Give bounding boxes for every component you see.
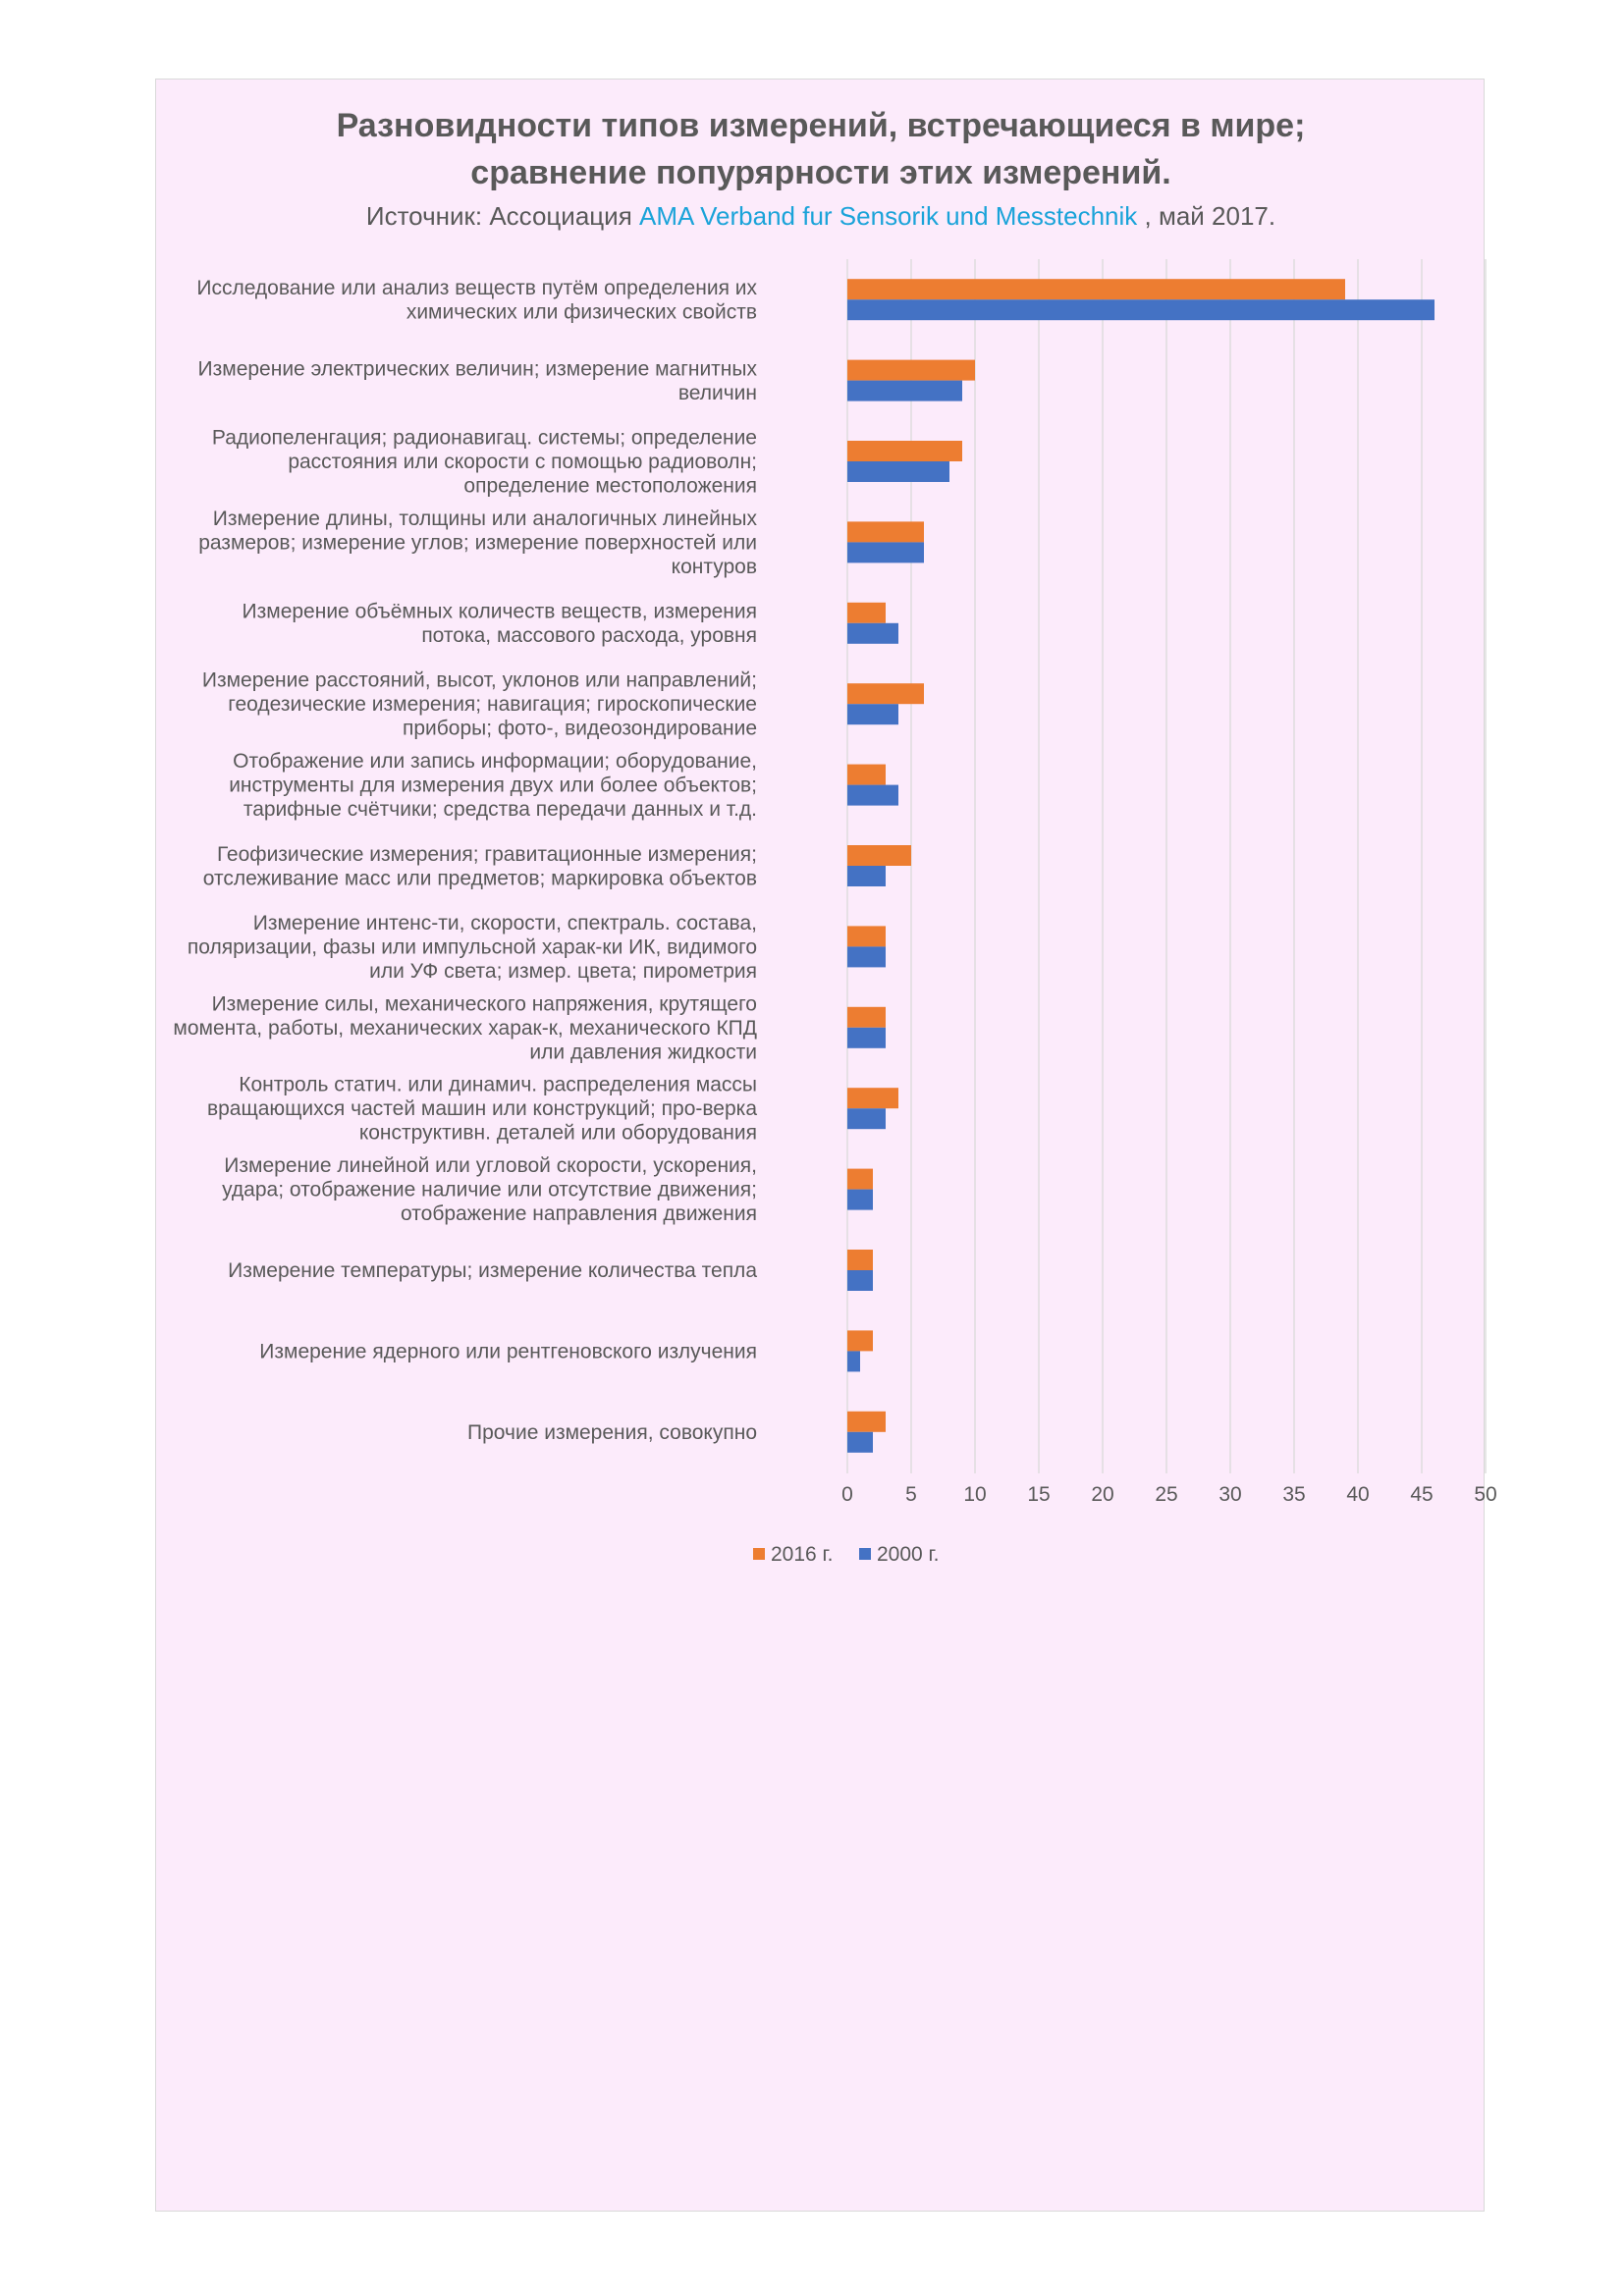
- category-label: [173, 992, 757, 1063]
- bar-s2016: [847, 683, 924, 704]
- category-label: [202, 669, 757, 740]
- category-label-line: Измерение объёмных количеств веществ, измерения: [242, 600, 757, 623]
- category-label: [222, 1154, 757, 1225]
- category-label-line: конструктивн. деталей или оборудования: [358, 1121, 757, 1145]
- category-label-line: геодезические измерения; навигация; гироскопические: [228, 693, 757, 717]
- legend: [753, 1543, 939, 1566]
- category-label-line: инструменты для измерения двух или более объектов;: [229, 774, 757, 797]
- category-label: [229, 750, 757, 821]
- category-label-line: удара; отображение наличие или отсутствие движения;: [222, 1178, 757, 1201]
- category-label-line: Радиопеленгация; радионавигац. системы; определение: [211, 426, 757, 450]
- category-label-line: Контроль статич. или динамич. распределения массы: [239, 1073, 757, 1096]
- bar-s2016: [847, 360, 975, 381]
- bar-s2000: [847, 542, 924, 562]
- bar-s2000: [847, 785, 898, 806]
- category-label-line: Исследование или анализ веществ путём определения их: [196, 276, 757, 299]
- bar-s2000: [847, 1108, 886, 1129]
- category-label-line: или УФ света; измер. цвета; пирометрия: [369, 959, 757, 983]
- category-label: [259, 1340, 757, 1362]
- category-label-line: расстояния или скорости с помощью радиоволн;: [288, 451, 757, 473]
- category-label-line: химических или физических свойств: [406, 300, 757, 324]
- x-tick-label: 15: [1027, 1483, 1051, 1506]
- legend-label: 2000 г.: [877, 1543, 940, 1566]
- bar-s2016: [847, 1412, 886, 1432]
- bar-s2000: [847, 946, 886, 967]
- bar-s2000: [847, 1270, 873, 1291]
- bar-s2000: [847, 1028, 886, 1048]
- x-tick-label: 25: [1155, 1483, 1178, 1506]
- category-label: [467, 1421, 757, 1444]
- bar-s2016: [847, 521, 924, 542]
- chart-svg: [156, 80, 1497, 2213]
- category-label-line: отображение направления движения: [401, 1202, 757, 1226]
- bar-s2016: [847, 441, 962, 461]
- category-label: [228, 1259, 757, 1282]
- bar-s2016: [847, 1330, 873, 1351]
- category-label: [198, 507, 757, 578]
- category-label-line: величин: [677, 381, 757, 404]
- x-tick-label: 45: [1410, 1483, 1434, 1506]
- category-label: [196, 277, 757, 324]
- x-tick-label: 10: [963, 1483, 987, 1506]
- chart-area: [155, 79, 1497, 2212]
- x-tick-label: 40: [1346, 1483, 1370, 1506]
- x-axis-tick-labels: [841, 1483, 1497, 1506]
- bar-s2000: [847, 381, 962, 401]
- x-tick-label: 0: [841, 1483, 853, 1506]
- x-tick-label: 50: [1474, 1483, 1497, 1506]
- legend-label: 2016 г.: [771, 1543, 834, 1566]
- category-label: [188, 912, 757, 983]
- bar-s2016: [847, 765, 886, 785]
- bar-s2000: [847, 866, 886, 886]
- category-label-line: Прочие измерения, совокупно: [467, 1420, 757, 1444]
- category-label-line: приборы; фото-, видеозондирование: [402, 717, 757, 740]
- bar-s2016: [847, 603, 886, 623]
- legend-swatch: [753, 1548, 765, 1560]
- source-link[interactable]: AMA Verband fur Sensorik und Messtechnik: [639, 201, 1138, 231]
- category-label: [243, 601, 757, 648]
- x-tick-label: 35: [1282, 1483, 1306, 1506]
- category-label-line: Измерение силы, механического напряжения, крутящего: [211, 992, 757, 1016]
- bar-s2000: [847, 299, 1435, 320]
- subtitle-suffix: , май 2017.: [1137, 201, 1276, 231]
- x-tick-label: 20: [1091, 1483, 1114, 1506]
- category-label: [212, 427, 757, 498]
- category-label-line: Геофизические измерения; гравитационные измерения;: [216, 842, 757, 866]
- category-label-line: отслеживание масс или предметов; маркировка объектов: [202, 867, 757, 890]
- bar-s2016: [847, 1007, 886, 1028]
- category-labels: [173, 277, 757, 1444]
- category-label: [198, 357, 758, 404]
- chart-title-line-2: сравнение попурярности этих измерений.: [470, 154, 1171, 191]
- category-label-line: вращающихся частей машин или конструкций; про-верка: [206, 1097, 757, 1121]
- bar-s2000: [847, 623, 898, 644]
- chart-title-line-1: Разновидности типов измерений, встречающиеся в мире;: [336, 107, 1306, 144]
- bars: [847, 279, 1435, 1453]
- category-label-line: Измерение длины, толщины или аналогичных линейных: [212, 507, 757, 530]
- category-label-line: контуров: [671, 555, 757, 578]
- x-tick-label: 5: [905, 1483, 917, 1506]
- category-label-line: или давления жидкости: [529, 1041, 757, 1064]
- category-label-line: Измерение ядерного или рентгеновского излучения: [259, 1340, 757, 1363]
- subtitle-prefix: Источник: Ассоциация: [365, 201, 640, 231]
- bar-s2000: [847, 461, 949, 482]
- bar-s2016: [847, 1250, 873, 1270]
- category-label-line: тарифные счётчики; средства передачи данных и т.д.: [243, 798, 757, 822]
- category-label-line: Измерение линейной или угловой скорости, ускорения,: [224, 1154, 757, 1178]
- category-label: [203, 843, 757, 890]
- bar-s2000: [847, 1351, 860, 1371]
- bar-s2000: [847, 1190, 873, 1210]
- category-label-line: Измерение температуры; измерение количества тепла: [228, 1259, 757, 1282]
- bar-s2016: [847, 1169, 873, 1190]
- category-label-line: Отображение или запись информации; оборудование,: [233, 750, 757, 774]
- legend-swatch: [859, 1548, 871, 1560]
- category-label-line: определение местоположения: [463, 474, 757, 498]
- category-label: [207, 1074, 757, 1145]
- bar-s2016: [847, 279, 1345, 299]
- bar-s2016: [847, 926, 886, 946]
- bar-s2016: [847, 1088, 898, 1108]
- category-label-line: Измерение интенс-ти, скорости, спектраль. состава,: [252, 911, 757, 934]
- category-label-line: момента, работы, механических харак-к, механического КПД: [173, 1016, 757, 1040]
- bar-s2000: [847, 1432, 873, 1453]
- chart-subtitle: [366, 201, 1275, 231]
- category-label-line: размеров; измерение углов; измерение поверхностей или: [198, 531, 757, 555]
- x-tick-label: 30: [1218, 1483, 1242, 1506]
- category-label-line: поляризации, фазы или импульсной харак-ки ИК, видимого: [187, 935, 757, 959]
- category-label-line: Измерение расстояний, высот, уклонов или направлений;: [201, 668, 757, 692]
- bar-s2000: [847, 704, 898, 724]
- category-label-line: Измерение электрических величин; измерение магнитных: [197, 357, 757, 381]
- bar-s2016: [847, 845, 911, 866]
- category-label-line: потока, массового расхода, уровня: [421, 624, 757, 648]
